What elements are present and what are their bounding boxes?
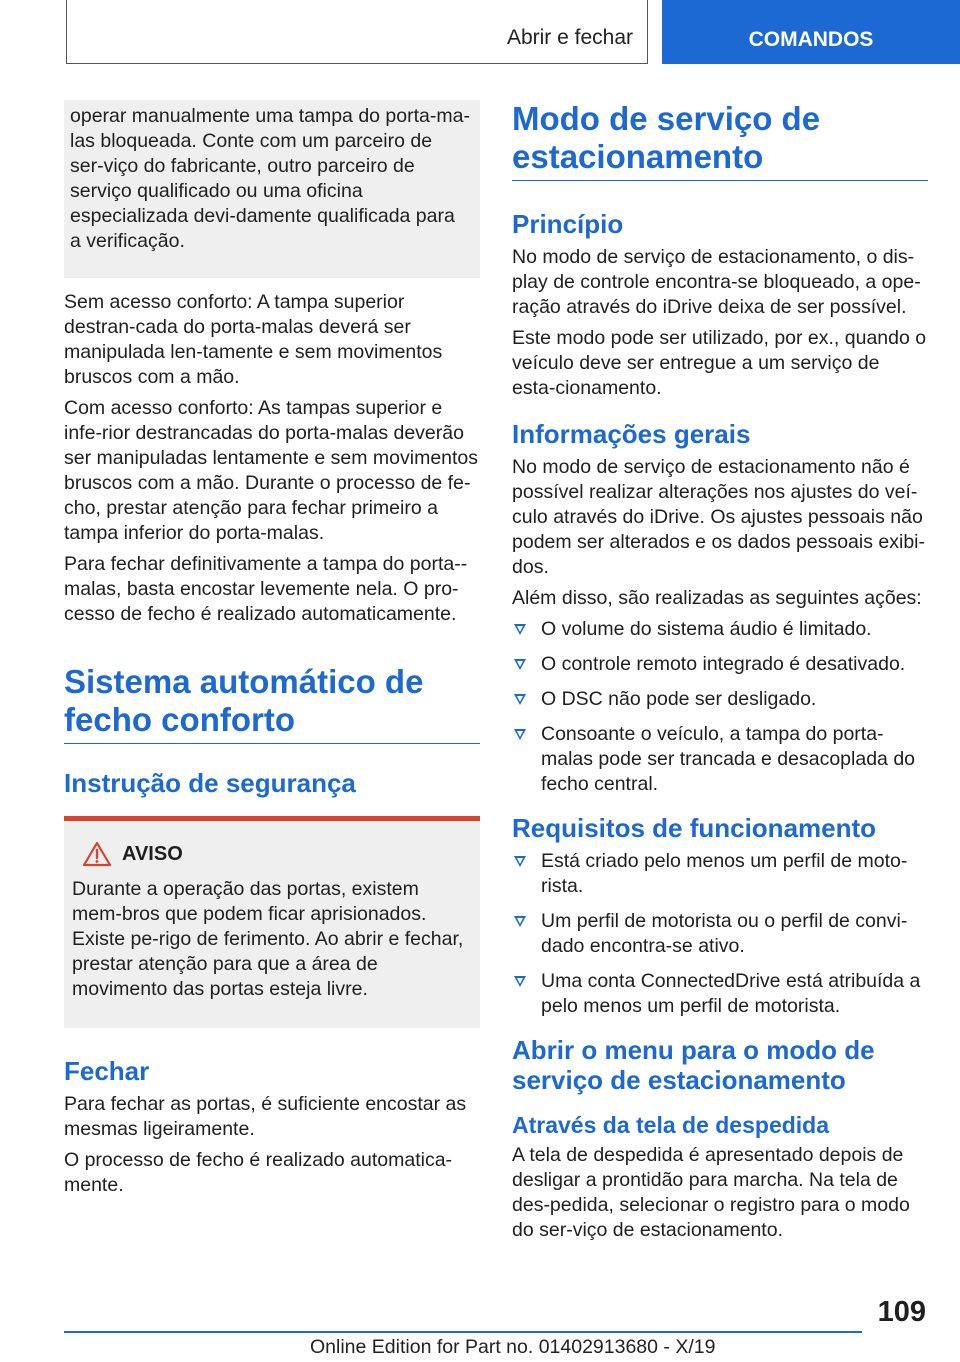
- list-item: Está criado pelo menos um perfil de moto-rista.: [512, 849, 928, 899]
- chapter-tab: COMANDOS: [662, 0, 960, 64]
- list-item: Uma conta ConnectedDrive está atribuída a pelo menos um perfil de motorista.: [512, 969, 928, 1019]
- list-item: Um perfil de motorista ou o perfil de convi-dado encontra-se ativo.: [512, 909, 928, 959]
- warning-text: Durante a operação das portas, existem mem-bros que podem ficar aprisionados. Existe pe-rigo de ferimento. Ao abrir e fechar, prestar atenção para que a área de movimento das portas esteja livre.: [72, 878, 464, 1000]
- bullet-triangle-icon: [514, 976, 526, 987]
- paragraph: No modo de serviço de estacionamento, o dis-play de controle encontra-se bloqueado, a ope-ração através do iDrive deixa de ser possível.: [512, 246, 921, 318]
- paragraph: A tela de despedida é apresentado depois de desligar a prontidão para marcha. Na tela de des-pedida, selecionar o registro para o modo do ser-viço de estacionamento.: [512, 1144, 910, 1241]
- list-item: O DSC não pode ser desligado.: [512, 687, 928, 712]
- header-section-box: [66, 0, 648, 64]
- subsubheading-farewell-screen: Através da tela de despedida: [512, 1112, 830, 1138]
- note-text: operar manualmente uma tampa do porta-ma-las bloqueada. Conte com um parceiro de ser-viço do fabricante, outro parceiro de serviço qualificado ou uma oficina especializada devi-damente qualificada para a verificação.: [70, 105, 470, 252]
- bullet-triangle-icon: [514, 856, 526, 867]
- list-item: O volume do sistema áudio é limitado.: [512, 617, 928, 642]
- paragraph: O processo de fecho é realizado automatica-mente.: [64, 1149, 453, 1196]
- left-column: [64, 100, 480, 1204]
- subheading-general-info: Informações gerais: [512, 419, 751, 449]
- requirements-list: [512, 849, 928, 1019]
- list-item: Consoante o veículo, a tampa do porta-malas pode ser trancada e desacoplada do fecho central.: [512, 722, 928, 797]
- subheading-safety: Instrução de segurança: [64, 768, 356, 798]
- paragraph: Sem acesso conforto: A tampa superior destran-cada do porta-malas deverá ser manipulada len-tamente e sem movimentos bruscos com a mão.: [64, 291, 443, 388]
- edition-footer: Online Edition for Part no. 01402913680 - X/19: [310, 1336, 716, 1358]
- warning-header: [72, 841, 470, 867]
- subheading-close: Fechar: [64, 1056, 150, 1086]
- section-title: Abrir e fechar: [506, 26, 633, 49]
- right-column: [512, 100, 928, 1249]
- bullet-triangle-icon: [514, 729, 526, 740]
- paragraph: Para fechar as portas, é suficiente encostar as mesmas ligeiramente.: [64, 1093, 467, 1140]
- warning-title: AVISO: [122, 842, 183, 865]
- paragraph: No modo de serviço de estacionamento não é possível realizar alterações nos ajustes do veí-culo através do iDrive. Os ajustes pessoais não podem ser alterados e os dados pessoais exibi-dos.: [512, 456, 925, 578]
- paragraph: Para fechar definitivamente a tampa do porta--malas, basta encostar levemente nela. O pro-cesso de fecho é realizado automaticamente.: [64, 553, 468, 625]
- warning-triangle-icon: [82, 841, 112, 867]
- paragraph: Com acesso conforto: As tampas superior e infe-rior destrancadas do porta-malas deverão ser manipuladas lentamente e sem movimentos bruscos com a mão. Durante o processo de fe-cho, prestar atenção para fechar primeiro a tampa inferior do porta-malas.: [64, 397, 479, 544]
- section-heading-comfort-close: Sistema automático de fecho conforto: [64, 663, 480, 744]
- warning-box: [64, 816, 480, 1028]
- actions-list: [512, 617, 928, 797]
- subheading-requirements: Requisitos de funcionamento: [512, 813, 877, 843]
- paragraph: Este modo pode ser utilizado, por ex., quando o veículo deve ser entregue a um serviço de esta-cionamento.: [512, 327, 927, 399]
- subheading-open-menu: Abrir o menu para o modo de serviço de estacionamento: [512, 1035, 875, 1095]
- bullet-triangle-icon: [514, 916, 526, 927]
- note-box: [64, 100, 480, 278]
- footer-rule: [64, 1331, 862, 1333]
- subheading-principle: Princípio: [512, 209, 624, 239]
- list-item: O controle remoto integrado é desativado.: [512, 652, 928, 677]
- bullet-triangle-icon: [514, 659, 526, 670]
- bullet-triangle-icon: [514, 624, 526, 635]
- section-heading-valet-mode: Modo de serviço de estacionamento: [512, 100, 928, 181]
- bullet-triangle-icon: [514, 694, 526, 705]
- page-number: 109: [877, 1296, 926, 1328]
- paragraph: Além disso, são realizadas as seguintes ações:: [512, 587, 922, 609]
